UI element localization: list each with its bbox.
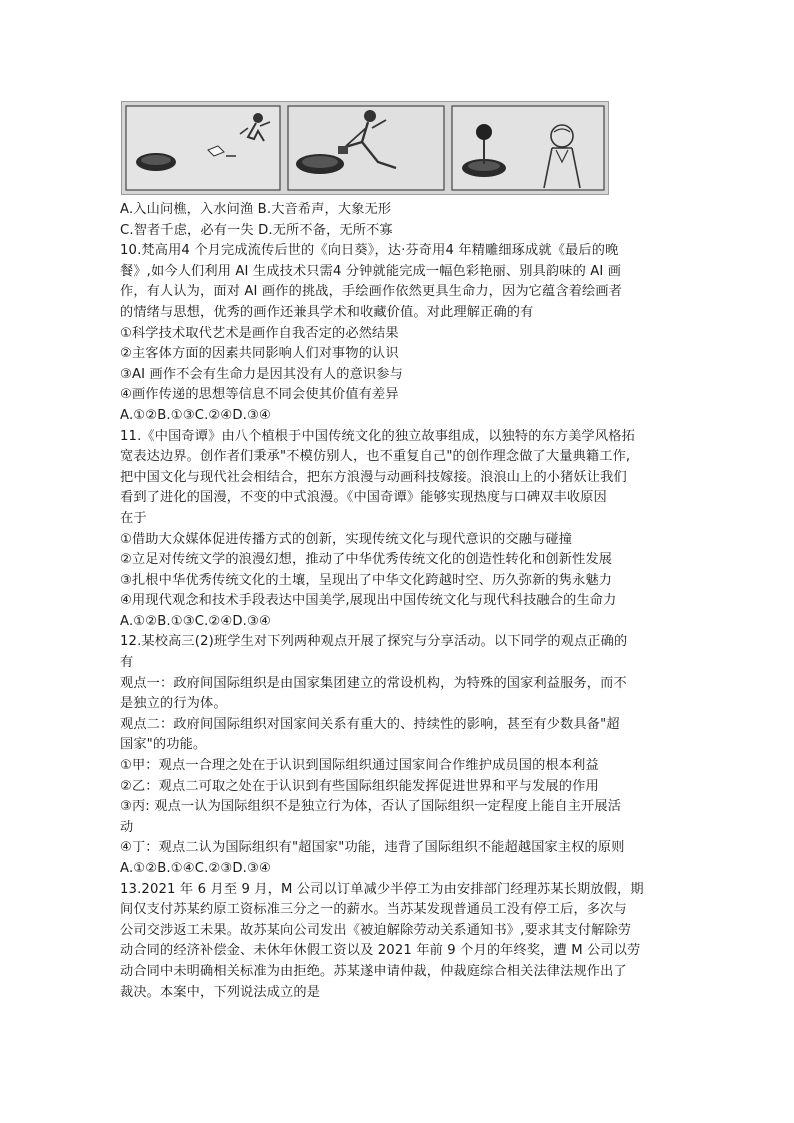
text-line: 国家"的功能。: [120, 737, 207, 753]
text-line: ②乙：观点二可取之处在于认识到有些国际组织能发挥促进世界和平与发展的作用: [120, 778, 599, 794]
text-line: 11.《中国奇谭》由八个植根于中国传统文化的独立故事组成，以独特的东方美学风格拓: [120, 428, 635, 444]
text-line: ②立足对传统文学的浪漫幻想，推动了中华优秀传统文化的创造性转化和创新性发展: [120, 552, 613, 568]
text-line: 动合同的经济补偿金、未休年休假工资以及 2021 年前 9 个月的年终奖，遭 M 公司以劳: [120, 943, 641, 959]
comic-strip-drawing: [122, 102, 608, 194]
text-line: ①科学技术取代艺术是画作自我否定的必然结果: [120, 325, 399, 341]
text-line: 看到了进化的国漫，不变的中式浪漫。《中国奇谭》能够实现热度与口碑双丰收原因: [120, 490, 607, 506]
text-line: 10.梵高用4 个月完成流传后世的《向日葵》，达·芬奇用4 年精雕细琢成就《最后的晚: [120, 243, 619, 259]
text-line: ③AI 画作不会有生命力是因其没有人的意识参与: [120, 366, 403, 382]
comic-panel-2: [288, 106, 444, 190]
text-line: C.智者千虑，必有一失 D.无所不备，无所不寡: [120, 222, 393, 238]
text-line: 宽表达边界。创作者们秉承"不模仿别人，也不重复自己"的创作理念做了大量典籍工作,: [120, 449, 631, 465]
text-line: 是独立的行为体。: [120, 696, 227, 712]
text-line: ③丙: 观点一认为国际组织不是独立行为体，否认了国际组织一定程度上能自主开展活: [120, 799, 622, 815]
text-line: 13.2021 年 6 月至 9 月，M 公司以订单减少半停工为由安排部门经理苏某长期放假，期: [120, 881, 644, 897]
text-line: 作，有人认为，面对 AI 画作的挑战，手绘画作依然更具生命力，因为它蕴含着绘画者: [120, 284, 623, 300]
text-line: ①借助大众媒体促进传播方式的创新，实现传统文化与现代意识的交融与碰撞: [120, 531, 573, 547]
text-line: ①甲：观点一合理之处在于认识到国际组织通过国家间合作维护成员国的根本利益: [120, 758, 599, 774]
question-text-block: [120, 200, 680, 1003]
text-line: 观点二：政府间国际组织对国家间关系有重大的、持续性的影响，甚至有少数具备"超: [120, 716, 620, 732]
comic-panel-1: [126, 106, 280, 190]
text-line: 12.某校高三(2)班学生对下列两种观点开展了探究与分享活动。以下同学的观点正确的: [120, 634, 628, 650]
comic-strip-image: [121, 101, 609, 195]
text-line: A.①②B.①③C.②④D.③④: [120, 407, 271, 423]
text-line: ④用现代观念和技术手段表达中国美学,展现出中国传统文化与现代科技融合的生命力: [120, 593, 617, 609]
text-line: 餐》,如今人们利用 AI 生成技术只需4 分钟就能完成一幅色彩艳丽、别具韵味的 AI 画: [120, 263, 622, 279]
text-line: 公司交涉返工未果。故苏某向公司发出《被迫解除劳动关系通知书》,要求其支付解除劳: [120, 922, 632, 938]
text-line: 在于: [120, 510, 147, 526]
text-line: ②主客体方面的因素共同影响人们对事物的认识: [120, 346, 399, 362]
text-line: ④丁：观点二认为国际组织有"超国家"功能，违背了国际组织不能超越国家主权的原则: [120, 840, 625, 856]
text-line: 裁决。本案中，下列说法成立的是: [120, 984, 321, 1000]
comic-panel-3: [452, 106, 604, 190]
text-line: A.入山问樵，入水问渔 B.大音希声，大象无形: [120, 202, 392, 217]
text-line: 动合同中未明确相关标准为由拒绝。苏某遂申请仲裁，仲裁庭综合相关法律法规作出了: [120, 963, 627, 979]
text-line: A.①②B.①③C.②④D.③④: [120, 613, 271, 629]
text-line: 观点一：政府间国际组织是由国家集团建立的常设机构，为特殊的国家利益服务，而不: [120, 675, 627, 691]
text-line: 动: [120, 819, 134, 835]
text-line: A.①②B.①④C.②③D.③④: [120, 861, 271, 876]
text-line: ④画作传递的思想等信息不同会使其价值有差异: [120, 387, 399, 403]
text-line: 把中国文化与现代社会相结合，把东方浪漫与动画科技嫁接。浪浪山上的小猪妖让我们: [120, 469, 627, 485]
text-line: 有: [120, 655, 134, 671]
text-line: ③扎根中华优秀传统文化的土壤，呈现出了中华文化跨越时空、历久弥新的隽永魅力: [120, 572, 613, 588]
text-line: 的情绪与思想，优秀的画作还兼具学术和收藏价值。对此理解正确的有: [120, 304, 534, 320]
text-line: 间仅支付苏某约原工资标准三分之一的薪水。当苏某发现普通员工没有停工后，多次与: [120, 902, 627, 918]
